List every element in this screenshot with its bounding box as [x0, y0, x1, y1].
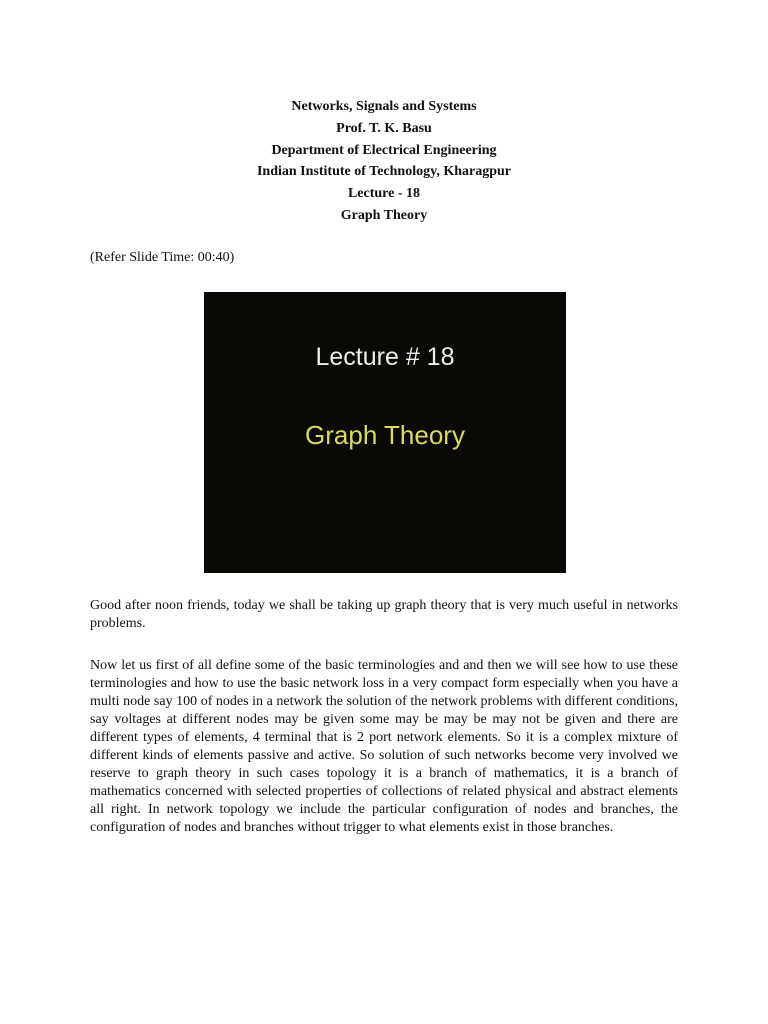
paragraph-body: Now let us first of all define some of the basic terminologies and and then we will see how to use these terminologies and how to use the basic network loss in a very compact form especially when you have a multi node say 100 of nodes in a network the solution of the network problems with different conditions, say voltages at different nodes may be given some may be may be may not be given and there are different types of elements, 4 terminal that is 2 port network elements. So it is a complex mixture of different kinds of elements passive and active. So solution of such networks become very involved we reserve to graph theory in such cases topology it is a branch of mathematics, it is a branch of mathematics concerned with selected properties of collections of related physical and abstract elements all right. In network topology we include the particular configuration of nodes and branches, the configuration of nodes and branches without trigger to what elements exist in those branches. — [90, 658, 678, 835]
lecture-slide-image — [204, 292, 566, 573]
paragraph-intro: Good after noon friends, today we shall be taking up graph theory that is very much useful in networks problems. — [90, 598, 678, 631]
professor-name: Prof. T. K. Basu — [336, 120, 432, 136]
department-name: Department of Electrical Engineering — [271, 142, 497, 158]
slide-title: Lecture # 18 — [315, 343, 455, 371]
refer-slide-time: (Refer Slide Time: 00:40) — [90, 250, 235, 265]
lecture-number: Lecture - 18 — [347, 186, 421, 202]
course-title: Networks, Signals and Systems — [291, 99, 477, 114]
document-header — [0, 96, 768, 227]
slide-subtitle: Graph Theory — [305, 420, 465, 450]
institute-name: Indian Institute of Technology, Kharagpur — [256, 164, 511, 180]
lecture-topic: Graph Theory — [340, 207, 428, 223]
